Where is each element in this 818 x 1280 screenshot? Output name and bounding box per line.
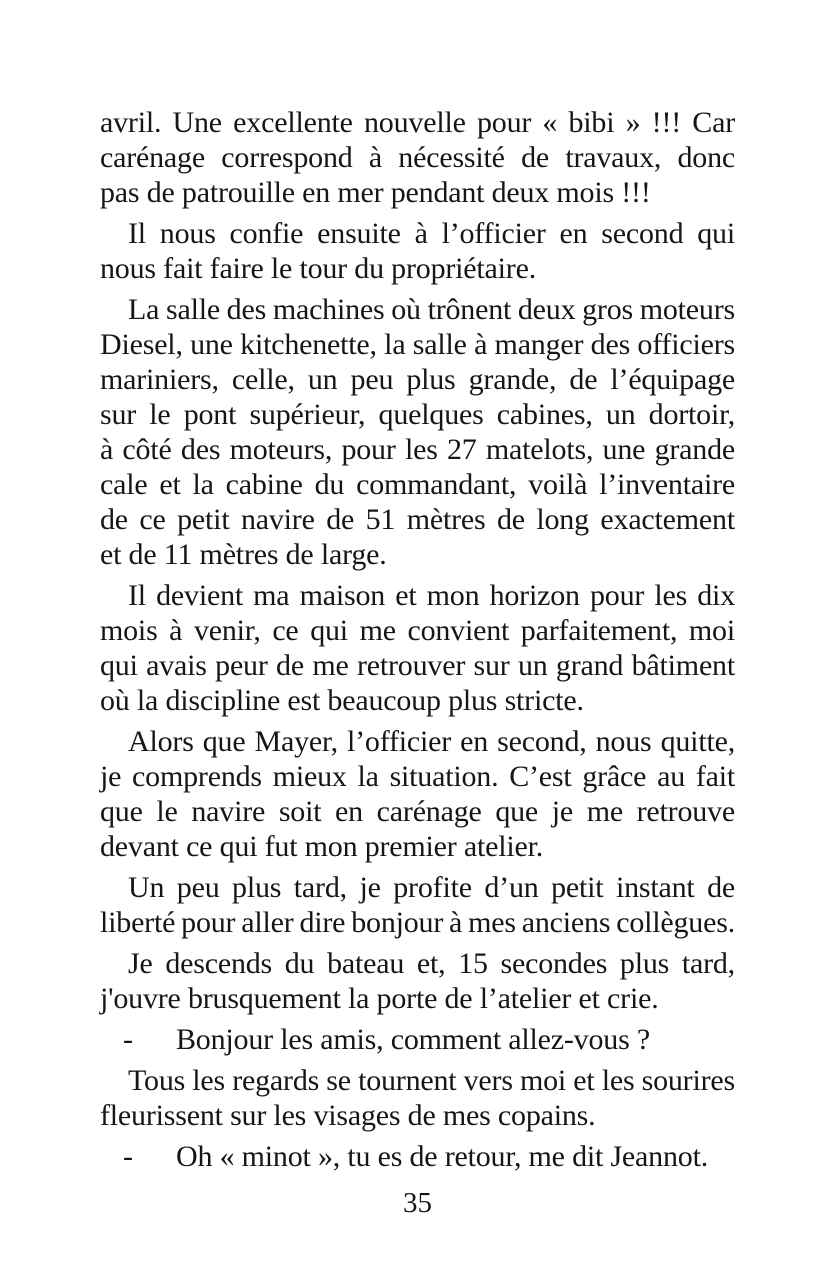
text-line <box>100 1022 735 1057</box>
text-line <box>100 759 735 794</box>
dialogue-dash: - <box>123 1140 133 1173</box>
text-line <box>100 362 735 397</box>
text-run: sur le pont supérieur, quelques cabines, un dortoir, <box>100 398 735 431</box>
text-line <box>100 981 735 1016</box>
text-line <box>100 829 735 864</box>
text-run: carénage correspond à nécessité de travaux, donc <box>100 141 735 174</box>
text-run: à côté des moteurs, pour les 27 matelots, une grande <box>100 433 735 466</box>
text-run: qui avais peur de me retrouver sur un grand bâtiment <box>100 649 735 682</box>
text-run: Un peu plus tard, je profite d’un petit instant de <box>128 871 735 904</box>
text-line <box>100 683 735 718</box>
text-run: je comprends mieux la situation. C’est grâce au fait <box>100 760 735 793</box>
text-line <box>100 432 735 467</box>
page-number: 35 <box>403 1187 432 1219</box>
text-line <box>100 292 735 327</box>
text-line <box>100 613 735 648</box>
dialogue-paragraph <box>100 1022 735 1057</box>
text-line <box>100 105 735 140</box>
text-run: j'ouvre brusquement la porte de l’atelier et crie. <box>100 982 659 1015</box>
text-run: Il devient ma maison et mon horizon pour les dix <box>128 579 735 612</box>
text-line <box>100 794 735 829</box>
text-run: Je descends du bateau et, 15 secondes plus tard, <box>128 947 735 980</box>
text-run: avril. Une excellente nouvelle pour « bibi » !!! Car <box>100 106 735 139</box>
text-run: Alors que Mayer, l’officier en second, nous quitte, <box>128 725 735 758</box>
page-text <box>100 105 735 1174</box>
text-run: Bonjour les amis, comment allez-vous ? <box>176 1023 650 1056</box>
text-line <box>100 905 735 940</box>
text-run: Diesel, une kitchenette, la salle à manger des officiers <box>100 328 735 361</box>
text-run: nous fait faire le tour du propriétaire. <box>100 252 536 285</box>
paragraph <box>100 870 735 940</box>
paragraph <box>100 578 735 718</box>
text-line <box>100 946 735 981</box>
paragraph <box>100 292 735 572</box>
text-run: mariniers, celle, un peu plus grande, de l’équipage <box>100 363 735 396</box>
text-run: mois à venir, ce qui me convient parfaitement, moi <box>100 614 735 647</box>
text-run: La salle des machines où trônent deux gros moteurs <box>128 293 735 326</box>
paragraph <box>100 946 735 1016</box>
text-line <box>100 251 735 286</box>
paragraph <box>100 105 735 210</box>
text-line <box>100 175 735 210</box>
paragraph <box>100 1063 735 1133</box>
text-line <box>100 724 735 759</box>
text-line <box>100 1139 735 1174</box>
paragraph <box>100 216 735 286</box>
text-line <box>100 1063 735 1098</box>
text-run: de ce petit navire de 51 mètres de long exactement <box>100 503 735 536</box>
text-line <box>100 537 735 572</box>
text-run: pas de patrouille en mer pendant deux mois !!! <box>100 176 651 209</box>
text-line <box>100 648 735 683</box>
dialogue-paragraph <box>100 1139 735 1174</box>
text-line <box>100 870 735 905</box>
text-line <box>100 397 735 432</box>
text-run: que le navire soit en carénage que je me retrouve <box>100 795 735 828</box>
text-line <box>100 140 735 175</box>
text-line <box>100 216 735 251</box>
text-run: devant ce qui fut mon premier atelier. <box>100 830 544 863</box>
text-line <box>100 467 735 502</box>
dialogue-dash: - <box>123 1023 133 1056</box>
text-line <box>100 502 735 537</box>
text-line <box>100 327 735 362</box>
text-run: cale et la cabine du commandant, voilà l’inventaire <box>100 468 735 501</box>
text-run: et de 11 mètres de large. <box>100 538 387 571</box>
text-line <box>100 1098 735 1133</box>
text-line <box>100 578 735 613</box>
text-run: Tous les regards se tournent vers moi et les sourires <box>128 1064 735 1097</box>
text-run: Il nous confie ensuite à l’officier en second qui <box>128 217 735 250</box>
text-run: fleurissent sur les visages de mes copains. <box>100 1099 596 1132</box>
text-run: Oh « minot », tu es de retour, me dit Jeannot. <box>176 1140 709 1173</box>
paragraph <box>100 724 735 864</box>
text-run: liberté pour aller dire bonjour à mes anciens collègues. <box>100 906 735 939</box>
text-run: où la discipline est beaucoup plus stricte. <box>100 684 584 717</box>
